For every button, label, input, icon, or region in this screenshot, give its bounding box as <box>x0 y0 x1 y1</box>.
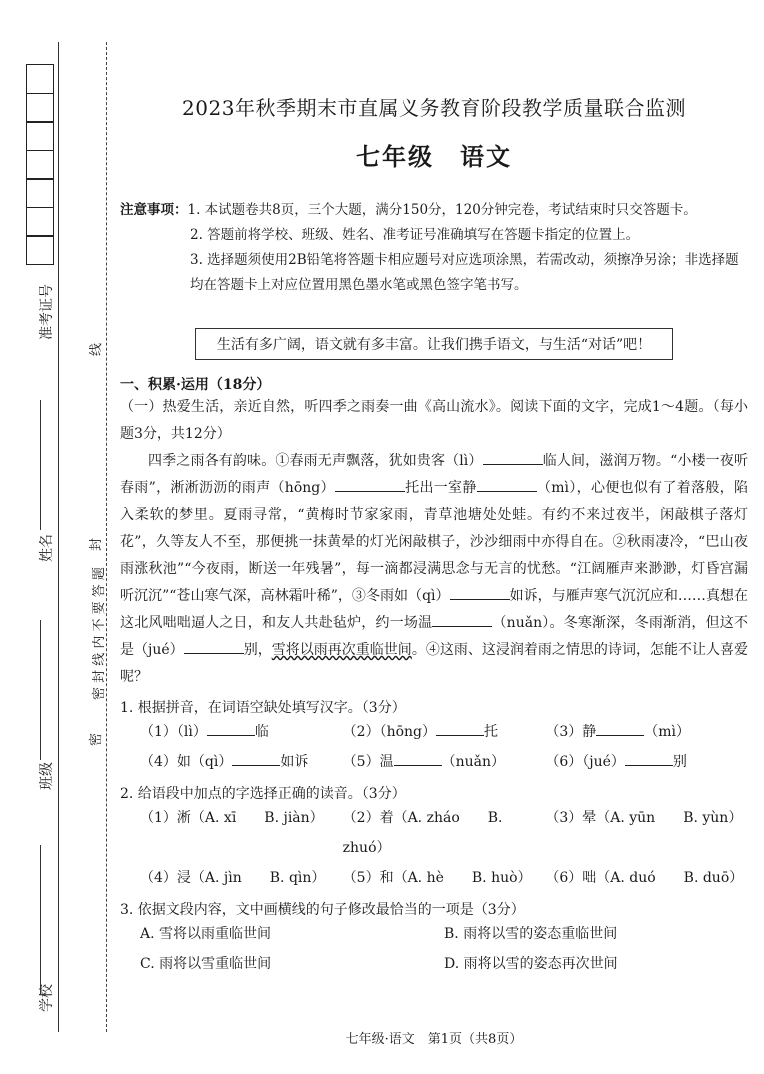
id-digit-box[interactable] <box>26 121 54 151</box>
binding-margin <box>0 0 112 1074</box>
seal-mark-secret: 密 <box>89 732 105 747</box>
seal-dashed-line <box>106 42 107 1032</box>
q2-item[interactable]: （2）着（A. zháo B. zhuó） <box>342 810 503 856</box>
subject-title: 七年级 语文 <box>356 142 512 171</box>
answer-blank[interactable] <box>477 477 537 492</box>
motto-box: 生活有多广阔，语文就有多丰富。让我们携手语文，与生活“对话”吧！ <box>195 328 673 360</box>
exam-notes <box>120 198 748 298</box>
q3-options <box>120 919 748 979</box>
answer-blank[interactable] <box>335 477 405 492</box>
question-2: 2. 给语段中加点的字选择正确的读音。（3分） <box>120 786 406 802</box>
reading-passage: 四季之雨各有韵味。①春雨无声飘落，犹如贵客（lì） 临人间，滋润万物。“小楼一夜听春雨”，淅淅沥沥的雨声（hōng） 托出一室静 （mì），心便也似有了着落般，陷入柔软的梦里。夏雨寻常，“黄梅时节家家雨，青草池塘处处蛙。有约不来过夜半，闲敲棋子落灯花”，久等友人不至，那便挑一抹黄晕的灯光闲敲棋子，沙沙细雨中亦得自在。②秋雨凄冷，“巴山夜雨涨秋池”“今夜雨，断送一年残暑”，每一滴都浸满思念与无言的忧愁。“江阔雁声来渺渺，灯昏宫漏听沉沉”“苍山寒气深，高林霜叶稀”，③冬雨如（qì） 如诉，与雁声寒气沉沉应和……真想在这北风咄咄逼人之日，和友人共赴毡炉，约一场温 （nuǎn）。冬寒渐深，冬雨渐消，但这不是（jué） 别，雪将以雨再次重临世间。④这雨、这浸润着雨之情思的诗词，怎能不让人喜爱呢？ <box>120 448 748 691</box>
q2-item[interactable]: （5）和（A. hè B. huò） <box>342 870 532 886</box>
class-write-line[interactable] <box>40 620 43 760</box>
answer-blank[interactable] <box>184 639 244 654</box>
note-item: 3. 选择题须使用2B铅笔将答题卡相应题号对应选项涂黑，若需改动，须擦净另涂；非选择题均在答题卡上对应位置用黑色墨水笔或黑色签字笔书写。 <box>190 252 739 293</box>
section-intro: （一）热爱生活，亲近自然，听四季之雨奏一曲《高山流水》。阅读下面的文字，完成1～4题。（每小题3分，共12分） <box>120 399 748 442</box>
q1-item: （2）（hōng） 托 <box>343 717 546 747</box>
note-item: 1. 本试题卷共8页，三个大题，满分150分，120分钟完卷，考试结束时只交答题卡。 <box>187 202 697 218</box>
question-3: 3. 依据文段内容，文中画横线的句子修改最恰当的一项是（3分） <box>120 902 525 918</box>
seal-mark-seal: 封 <box>89 537 105 552</box>
q3-option-b[interactable]: B. 雨将以雪的姿态重临世间 <box>444 926 618 942</box>
q3-option-d[interactable]: D. 雨将以雪的姿态再次世间 <box>444 956 618 972</box>
answer-blank[interactable] <box>432 612 492 627</box>
exam-id-label: 准考证号 <box>39 284 55 340</box>
q3-option-c[interactable]: C. 雨将以雪重临世间 <box>140 956 272 972</box>
school-write-line[interactable] <box>40 845 43 995</box>
q1-item: （3）静 （mì） <box>545 717 748 747</box>
section-title: 一、积累·运用（18分） <box>120 377 271 393</box>
class-label: 班级 <box>39 762 55 790</box>
id-digit-box[interactable] <box>26 150 54 180</box>
q3-option-a[interactable]: A. 雪将以雨重临世间 <box>140 926 272 942</box>
q1-item: （5）温 （nuǎn） <box>343 747 546 777</box>
page-footer: 七年级·语文 第1页（共8页） <box>345 1032 523 1047</box>
name-write-line[interactable] <box>40 400 43 530</box>
name-label: 姓名 <box>39 534 55 562</box>
q1-item: （1）（lì） 临 <box>140 717 343 747</box>
page-content <box>120 92 748 979</box>
q2-item[interactable]: （4）浸（A. jìn B. qìn） <box>140 870 326 886</box>
answer-blank[interactable] <box>450 585 510 600</box>
id-digit-box[interactable] <box>26 235 54 265</box>
q2-item[interactable]: （1）淅（A. xī B. jiàn） <box>140 810 324 826</box>
id-digit-box[interactable] <box>26 207 54 237</box>
seal-warning-text: 密 封 线 内 不 要 答 题 <box>92 567 107 700</box>
answer-blank[interactable] <box>483 450 543 465</box>
exam-title: 2023年秋季期末市直属义务教育阶段教学质量联合监测 <box>182 96 686 120</box>
q1-items <box>120 717 748 777</box>
id-digit-box[interactable] <box>26 93 54 123</box>
note-item: 2. 答题前将学校、班级、姓名、准考证号准确填写在答题卡指定的位置上。 <box>190 227 640 243</box>
id-digit-box[interactable] <box>26 64 54 94</box>
underlined-sentence: 雪将以雨再次重临世间 <box>271 642 412 658</box>
q2-item[interactable]: （3）晕（A. yūn B. yùn） <box>545 810 743 826</box>
q1-item: （4）如（qì） 如诉 <box>140 747 343 777</box>
q2-item[interactable]: （6）咄（A. duó B. duō） <box>545 870 744 886</box>
exam-id-boxes <box>26 64 54 264</box>
id-digit-box[interactable] <box>26 178 54 208</box>
q2-items <box>120 803 748 893</box>
notes-lead: 注意事项： <box>120 202 188 218</box>
q1-item: （6）（jué） 别 <box>545 747 748 777</box>
seal-mark-line: 线 <box>89 342 105 357</box>
margin-solid-line <box>58 42 59 1032</box>
school-label: 学校 <box>39 984 55 1012</box>
question-1: 1. 根据拼音，在词语空缺处填写汉字。（3分） <box>120 700 406 716</box>
